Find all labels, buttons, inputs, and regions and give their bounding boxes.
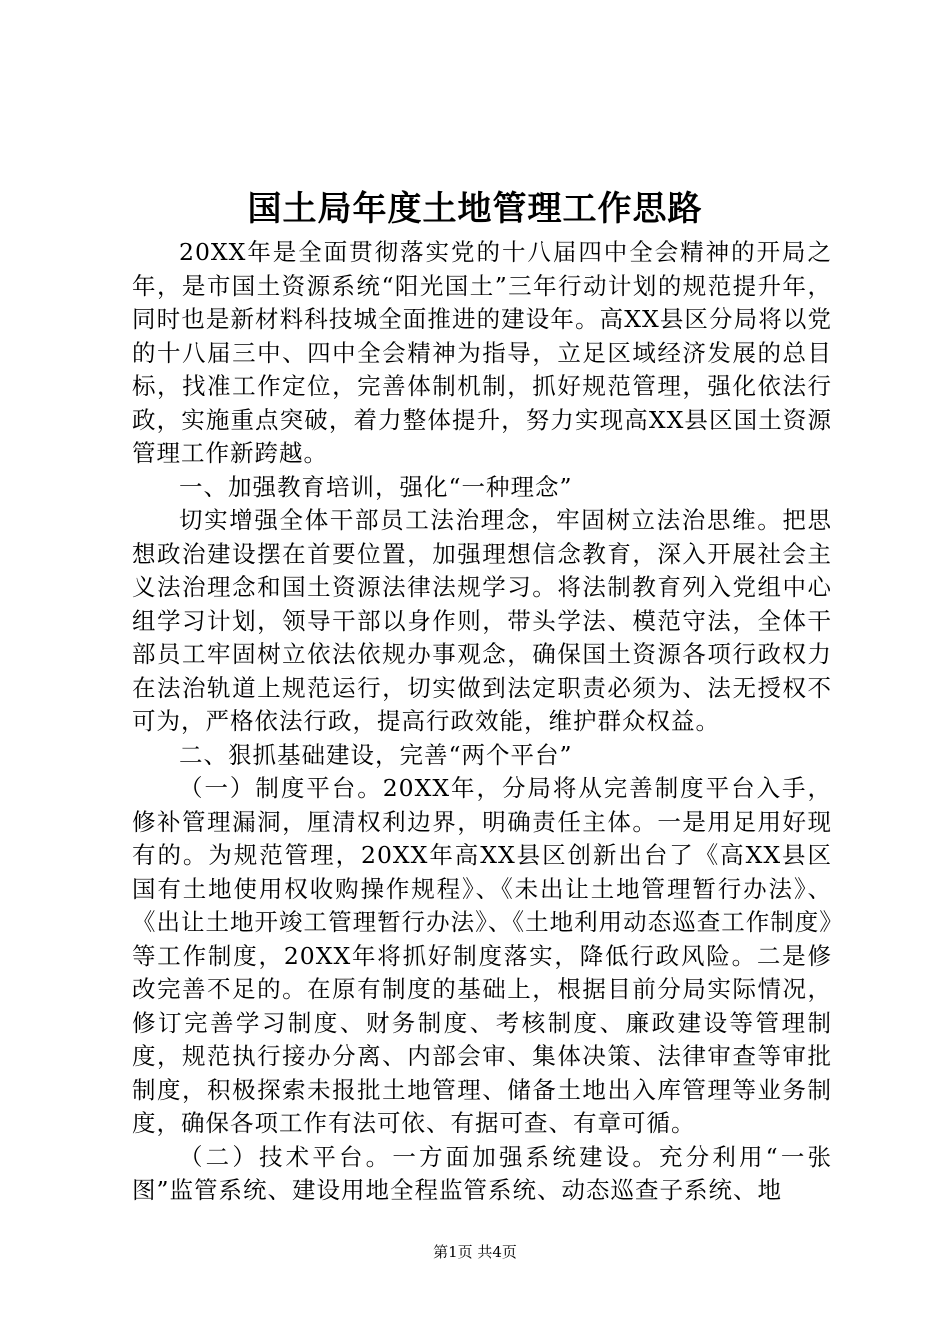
paragraph-institution-platform: （一）制度平台。20XX年，分局将从完善制度平台入手，修补管理漏洞，厘清权利边界，明确责任主体。一是用足用好现有的。为规范管理，20XX年高XX县区创新出台了《高XX县区国有土地使用权收购操作规程》、《未出让土地管理暂行办法》、《出让土地开竣工管理暂行办法》、《土地利用动态巡查工作制度》等工作制度，20XX年将抓好制度落实，降低行政风险。二是修改完善不足的。在原有制度的基础上，根据目前分局实际情况，修订完善学习制度、财务制度、考核制度、廉政建设等管理制度，规范执行接办分离、内部会审、集体决策、法律审查等审批制度，积极探索未报批土地管理、储备土地出入库管理等业务制度，确保各项工作有法可依、有据可查、有章可循。 (132, 774, 832, 1137)
paragraph-intro: 20XX年是全面贯彻落实党的十八届四中全会精神的开局之年，是市国土资源系统“阳光国土”三年行动计划的规范提升年，同时也是新材料科技城全面推进的建设年。高XX县区分局将以党的十八届三中、四中全会精神为指导，立足区域经济发展的总目标，找准工作定位，完善体制机制，抓好规范管理，强化依法行政，实施重点突破，着力整体提升，努力实现高XX县区国土资源管理工作新跨越。 (132, 238, 832, 467)
paragraph-section-1: 切实增强全体干部员工法治理念，牢固树立法治思维。把思想政治建设摆在首要位置，加强理想信念教育，深入开展社会主义法治理念和国土资源法律法规学习。将法制教育列入党组中心组学习计划，领导干部以身作则，带头学法、模范守法，全体干部员工牢固树立依法依规办事观念，确保国土资源各项行政权力在法治轨道上规范运行，切实做到法定职责必须为、法无授权不可为，严格依法行政，提高行政效能，维护群众权益。 (132, 506, 832, 735)
section-heading-1: 一、加强教育培训，强化“一种理念” (179, 472, 573, 501)
paragraph-technology-platform: （二）技术平台。一方面加强系统建设。充分利用“一张图”监管系统、建设用地全程监管系统、动态巡查子系统、地 (132, 1142, 832, 1204)
page-footer: 第1页 共4页 (433, 1243, 517, 1261)
document-body (132, 236, 832, 1208)
document-title: 国土局年度土地管理工作思路 (247, 189, 703, 229)
section-heading-2: 二、狠抓基础建设，完善“两个平台” (179, 740, 573, 769)
